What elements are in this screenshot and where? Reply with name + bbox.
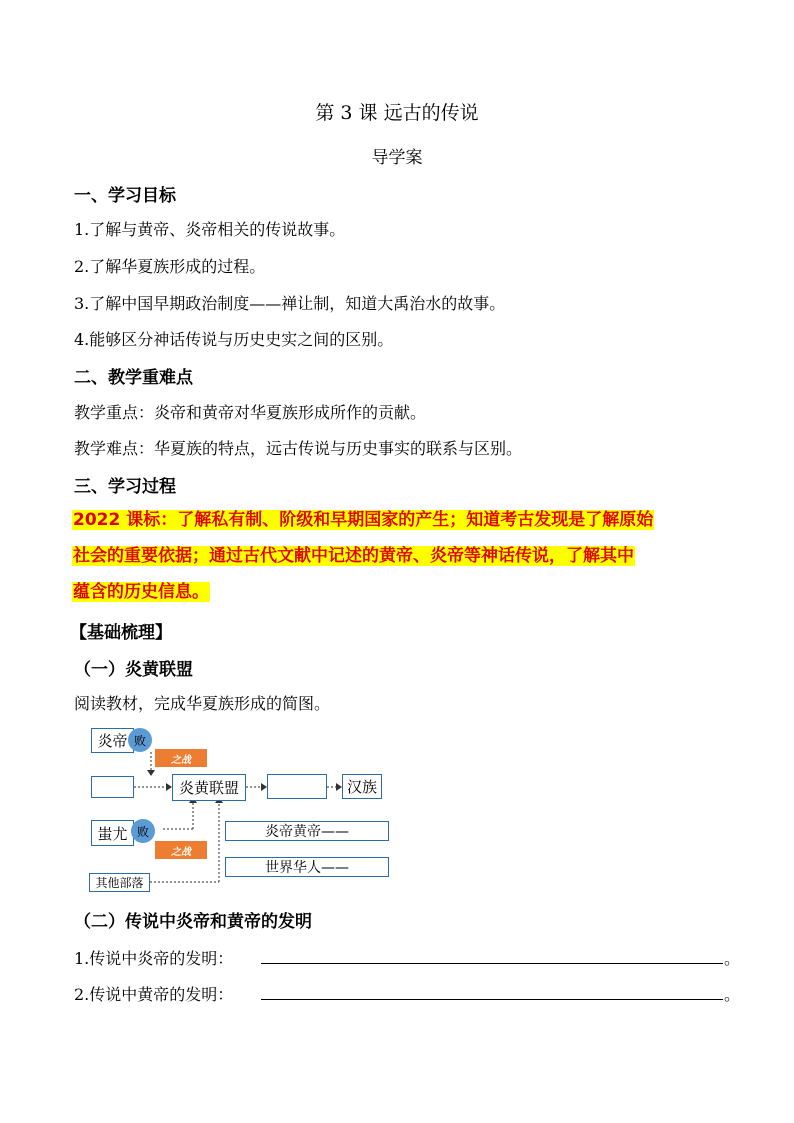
world-chinese-box: 世界华人——: [225, 857, 389, 877]
key-point-text: 教学重点：炎帝和黄帝对华夏族形成所作的贡献。: [74, 403, 427, 422]
chiyou-box: 蚩尤: [91, 820, 134, 846]
page-subtitle: 导学案: [371, 148, 423, 168]
defeat-circle: 败: [131, 819, 155, 843]
subsection-heading-inventions: （二）传说中炎帝和黄帝的发明: [74, 912, 312, 932]
descendants-box: 炎帝黄帝——: [225, 821, 389, 841]
fill-in-label: 1.传说中炎帝的发明：: [74, 949, 234, 968]
section-heading-goals: 一、学习目标: [74, 186, 176, 206]
fill-in-label: 2.传说中黄帝的发明：: [74, 985, 234, 1004]
answer-blank[interactable]: [261, 963, 723, 964]
blank-tribe-box[interactable]: [91, 776, 134, 798]
battle-label: 之战: [155, 749, 207, 767]
other-tribes-box: 其他部落: [89, 873, 150, 892]
goal-item: 2.了解华夏族形成的过程。: [74, 257, 266, 276]
yanhuang-alliance-box: 炎黄联盟: [172, 774, 246, 801]
diagram-instruction: 阅读教材，完成华夏族形成的简图。: [74, 694, 331, 713]
goal-item: 3.了解中国早期政治制度——禅让制，知道大禹治水的故事。: [74, 294, 506, 313]
yandi-box: 炎帝: [91, 728, 134, 753]
fill-in-end: 。: [724, 985, 741, 1004]
section-heading-process: 三、学习过程: [74, 477, 176, 497]
goal-item: 4.能够区分神话传说与历史史实之间的区别。: [74, 330, 394, 349]
han-box: 汉族: [342, 774, 382, 799]
section-heading-keypoints: 二、教学重难点: [74, 368, 193, 388]
fill-in-end: 。: [724, 949, 741, 968]
curriculum-standard-line: 蕴含的历史信息。: [73, 582, 209, 602]
battle-label: 之战: [155, 841, 207, 859]
subsection-heading-alliance: （一）炎黄联盟: [74, 660, 193, 680]
basics-heading: 【基础梳理】: [70, 623, 172, 643]
answer-blank[interactable]: [261, 999, 723, 1000]
defeat-circle: 败: [128, 728, 152, 752]
curriculum-standard-line: 2022 课标：了解私有制、阶级和早期国家的产生；知道考古发现是了解原始: [73, 510, 654, 530]
difficult-point-text: 教学难点：华夏族的特点，远古传说与历史事实的联系与区别。: [74, 439, 523, 458]
goal-item: 1.了解与黄帝、炎帝相关的传说故事。: [74, 220, 346, 239]
page-title: 第 3 课 远古的传说: [315, 102, 479, 124]
curriculum-standard-line: 社会的重要依据；通过古代文献中记述的黄帝、炎帝等神话传说，了解其中: [73, 546, 634, 566]
blank-huaxia-box[interactable]: [267, 774, 327, 799]
